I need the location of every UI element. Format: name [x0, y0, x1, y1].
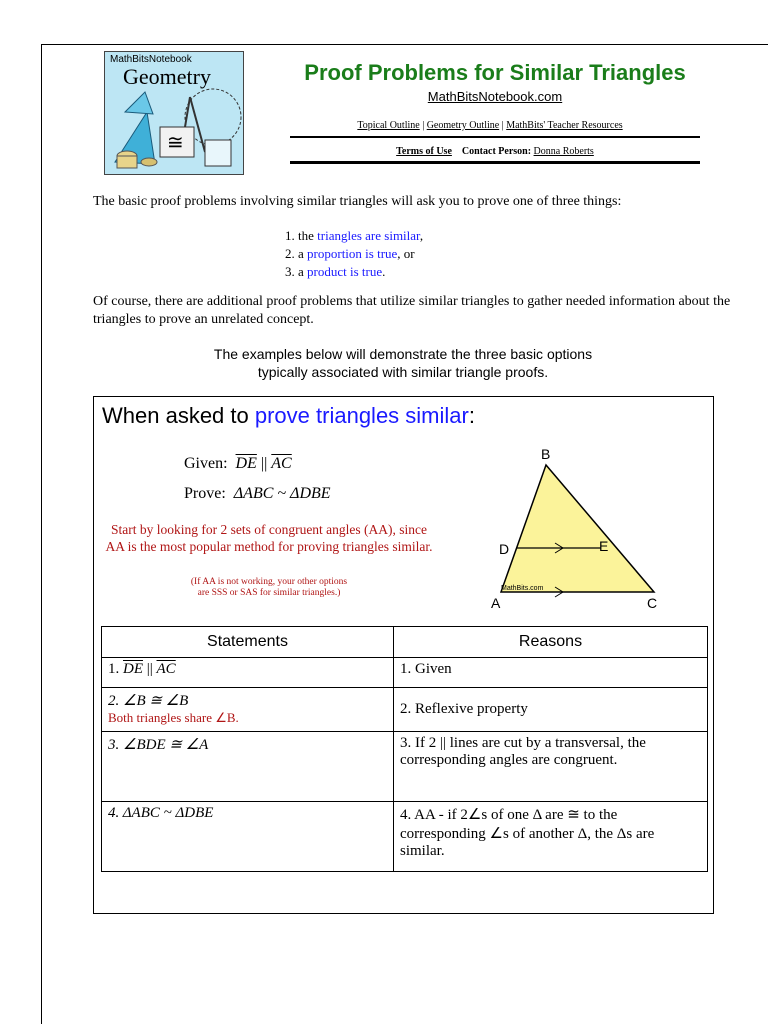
topical-outline-link[interactable]: Topical Outline: [357, 120, 420, 131]
statement-cell: 2. ∠B ≅ ∠B Both triangles share ∠B.: [102, 688, 394, 732]
example-box: [93, 396, 714, 914]
geometry-logo[interactable]: [104, 51, 244, 175]
label-e: E: [599, 538, 609, 554]
label-d: D: [499, 541, 510, 557]
reasons-header: Reasons: [394, 627, 708, 658]
top-links: [290, 120, 690, 131]
label-c: C: [647, 595, 658, 611]
site-link[interactable]: MathBitsNotebook.com: [427, 89, 563, 104]
triangles-similar-link[interactable]: triangles are similar: [317, 228, 420, 243]
link-separator: |: [422, 120, 427, 131]
logo-big-text: Geometry: [123, 64, 211, 89]
proof-types-list: [285, 227, 423, 281]
given-statement: Given: $\overline{DE}$ || $\overline{AC}$: [184, 455, 292, 472]
label-b: B: [541, 447, 551, 462]
terms-line: [290, 146, 700, 157]
list-item: 2. a proportion is true, or: [285, 246, 415, 261]
triangle-abc: [501, 465, 654, 592]
product-true-link[interactable]: product is true: [307, 264, 383, 279]
link-separator: |: [501, 120, 507, 131]
prove-similar-link[interactable]: prove triangles similar: [254, 403, 469, 428]
geometry-outline-link[interactable]: Geometry Outline: [426, 120, 500, 131]
page-title: Proof Problems for Similar Triangles: [304, 60, 686, 85]
logo-small-text: MathBitsNotebook: [110, 54, 192, 65]
reason-cell: 1. Given: [394, 658, 708, 688]
reason-cell: 3. If 2 || lines are cut by a transversal, the corresponding angles are congruent.: [394, 732, 708, 802]
list-item: 3. a product is true.: [285, 264, 386, 279]
contact-person-link[interactable]: Donna Roberts: [533, 146, 594, 157]
reason-cell: 4. AA - if 2∠s of one Δ are ≅ to the corresponding ∠s of another Δ, the Δs are similar.: [394, 802, 708, 872]
teacher-resources-link[interactable]: MathBits' Teacher Resources: [506, 120, 623, 131]
header-divider-thick: [290, 161, 700, 164]
table-header-row: [102, 627, 708, 658]
reason-cell: 2. Reflexive property: [394, 688, 708, 732]
hint-small-text: (If AA is not working, your other options are SSS or SAS for similar triangles.): [190, 577, 348, 598]
examples-note: The examples below will demonstrate the three basic options typically associated with similar triangle proofs.: [213, 346, 593, 380]
figure-watermark: MathBits.com: [501, 585, 544, 592]
proof-table: [101, 626, 708, 872]
statement-cell: 1. $\overline{DE}$ || $\overline{AC}$: [102, 658, 394, 688]
header-divider: [290, 136, 700, 138]
statement-note: Both triangles share ∠B.: [108, 710, 239, 725]
list-item: 1. the triangles are similar,: [285, 228, 424, 243]
table-row: [102, 732, 708, 802]
intro-text: The basic proof problems involving similar triangles will ask you to prove one of three things:: [93, 194, 622, 209]
example-heading: When asked to prove triangles similar:: [102, 403, 475, 428]
table-row: [102, 658, 708, 688]
triangle-figure: [489, 447, 679, 617]
table-row: [102, 802, 708, 872]
svg-text:≅: ≅: [167, 130, 184, 154]
contact-label: Contact Person:: [461, 146, 532, 157]
table-row: [102, 688, 708, 732]
statement-cell: 4. ΔABC ~ ΔDBE: [102, 802, 394, 872]
terms-of-use-link[interactable]: Terms of Use: [396, 146, 452, 157]
additional-text: Of course, there are additional proof problems that utilize similar triangles to gather needed information about the triangles to prove an unrelated concept.: [93, 294, 731, 327]
label-a: A: [491, 595, 501, 611]
statement-cell: 3. ∠BDE ≅ ∠A: [102, 732, 394, 802]
hint-text: Start by looking for 2 sets of congruent angles (AA), since AA is the most popular method for proving triangles similar.: [105, 522, 433, 554]
statements-header: Statements: [102, 627, 394, 658]
prove-statement: Prove: ΔABC ~ ΔDBE: [184, 485, 331, 502]
proportion-true-link[interactable]: proportion is true: [307, 246, 398, 261]
